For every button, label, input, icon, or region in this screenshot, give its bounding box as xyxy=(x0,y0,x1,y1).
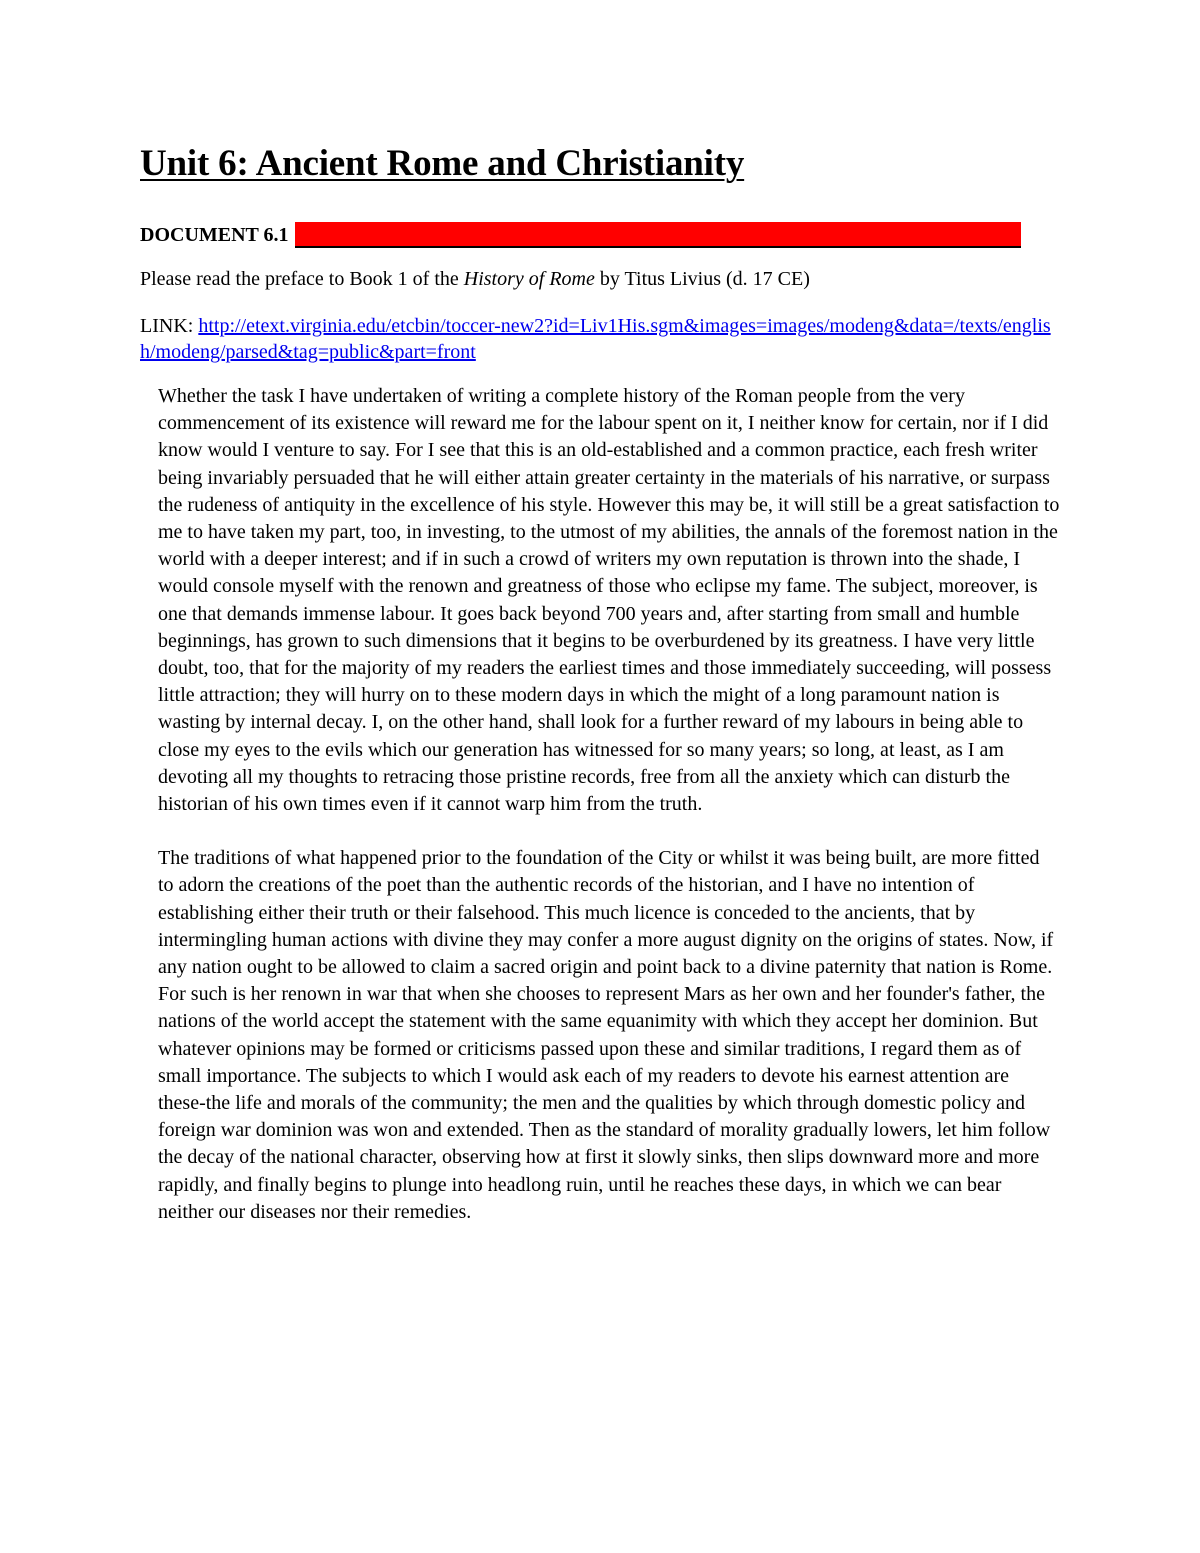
red-highlight-bar xyxy=(295,222,1021,248)
document-heading xyxy=(140,220,1060,250)
passage-paragraph-1: Whether the task I have undertaken of writing a complete history of the Roman people from the very commencement of its existence will reward me for the labour spent on it, I neither know for certain, nor if I did know would I venture to say. For I see that this is an old-established and a common practice, each fresh writer being invariably persuaded that he will either attain greater certainty in the materials of his narrative, or surpass the rudeness of antiquity in the excellence of his style. However this may be, it will still be a great satisfaction to me to have taken my part, too, in investing, to the utmost of my abilities, the annals of the foremost nation in the world with a deeper interest; and if in such a crowd of writers my own reputation is thrown into the shade, I would console myself with the renown and greatness of those who eclipse my fame. The subject, moreover, is one that demands immense labour. It goes back beyond 700 years and, after starting from small and humble beginnings, has grown to such dimensions that it begins to be overburdened by its greatness. I have very little doubt, too, that for the majority of my readers the earliest times and those immediately succeeding, will possess little attraction; they will hurry on to these modern days in which the might of a long paramount nation is wasting by internal decay. I, on the other hand, shall look for a further reward of my labours in being able to close my eyes to the evils which our generation has witnessed for so many years; so long, at least, as I am devoting all my thoughts to retracing those pristine records, free from all the anxiety which can disturb the historian of his own times even if it cannot warp him from the truth. xyxy=(158,385,1060,816)
source-link[interactable]: http://etext.virginia.edu/etcbin/toccer-new2?id=Liv1His.sgm&images=images/modeng&data=/texts/english/modeng/parsed&tag=public&part=front xyxy=(140,315,1051,363)
passage-paragraph-2: The traditions of what happened prior to the foundation of the City or whilst it was being built, are more fitted to adorn the creations of the poet than the authentic records of the historian, and I have no intention of establishing either their truth or their falsehood. This much licence is conceded to the ancients, that by intermingling human actions with divine they may confer a more august dignity on the origins of states. Now, if any nation ought to be allowed to claim a sacred origin and point back to a divine paternity that nation is Rome. For such is her renown in war that when she chooses to represent Mars as her own and her founder's father, the nations of the world accept the statement with the same equanimity with which they accept her dominion. But whatever opinions may be formed or criticisms passed upon these and similar traditions, I regard them as of small importance. The subjects to which I would ask each of my readers to devote his earnest attention are these-the life and morals of the community; the men and the qualities by which through domestic policy and foreign war dominion was won and extended. Then as the standard of morality gradually lowers, let him follow the decay of the national character, observing how at first it slowly sinks, then slips downward more and more rapidly, and finally begins to plunge into headlong ruin, until he reaches these days, in which we can bear neither our diseases nor their remedies. xyxy=(158,847,1054,1223)
document-page xyxy=(140,140,1060,1226)
link-line xyxy=(140,313,1060,365)
intro-line xyxy=(140,266,1060,293)
intro-text-after: by Titus Livius (d. 17 CE) xyxy=(594,268,810,290)
quoted-passage xyxy=(158,383,1060,1226)
intro-text-before: Please read the preface to Book 1 of the xyxy=(140,268,464,290)
link-label: LINK: xyxy=(140,315,199,337)
book-title: History of Rome xyxy=(463,268,595,290)
page-title: Unit 6: Ancient Rome and Christianity xyxy=(140,143,745,184)
document-label: DOCUMENT 6.1 xyxy=(140,224,289,246)
